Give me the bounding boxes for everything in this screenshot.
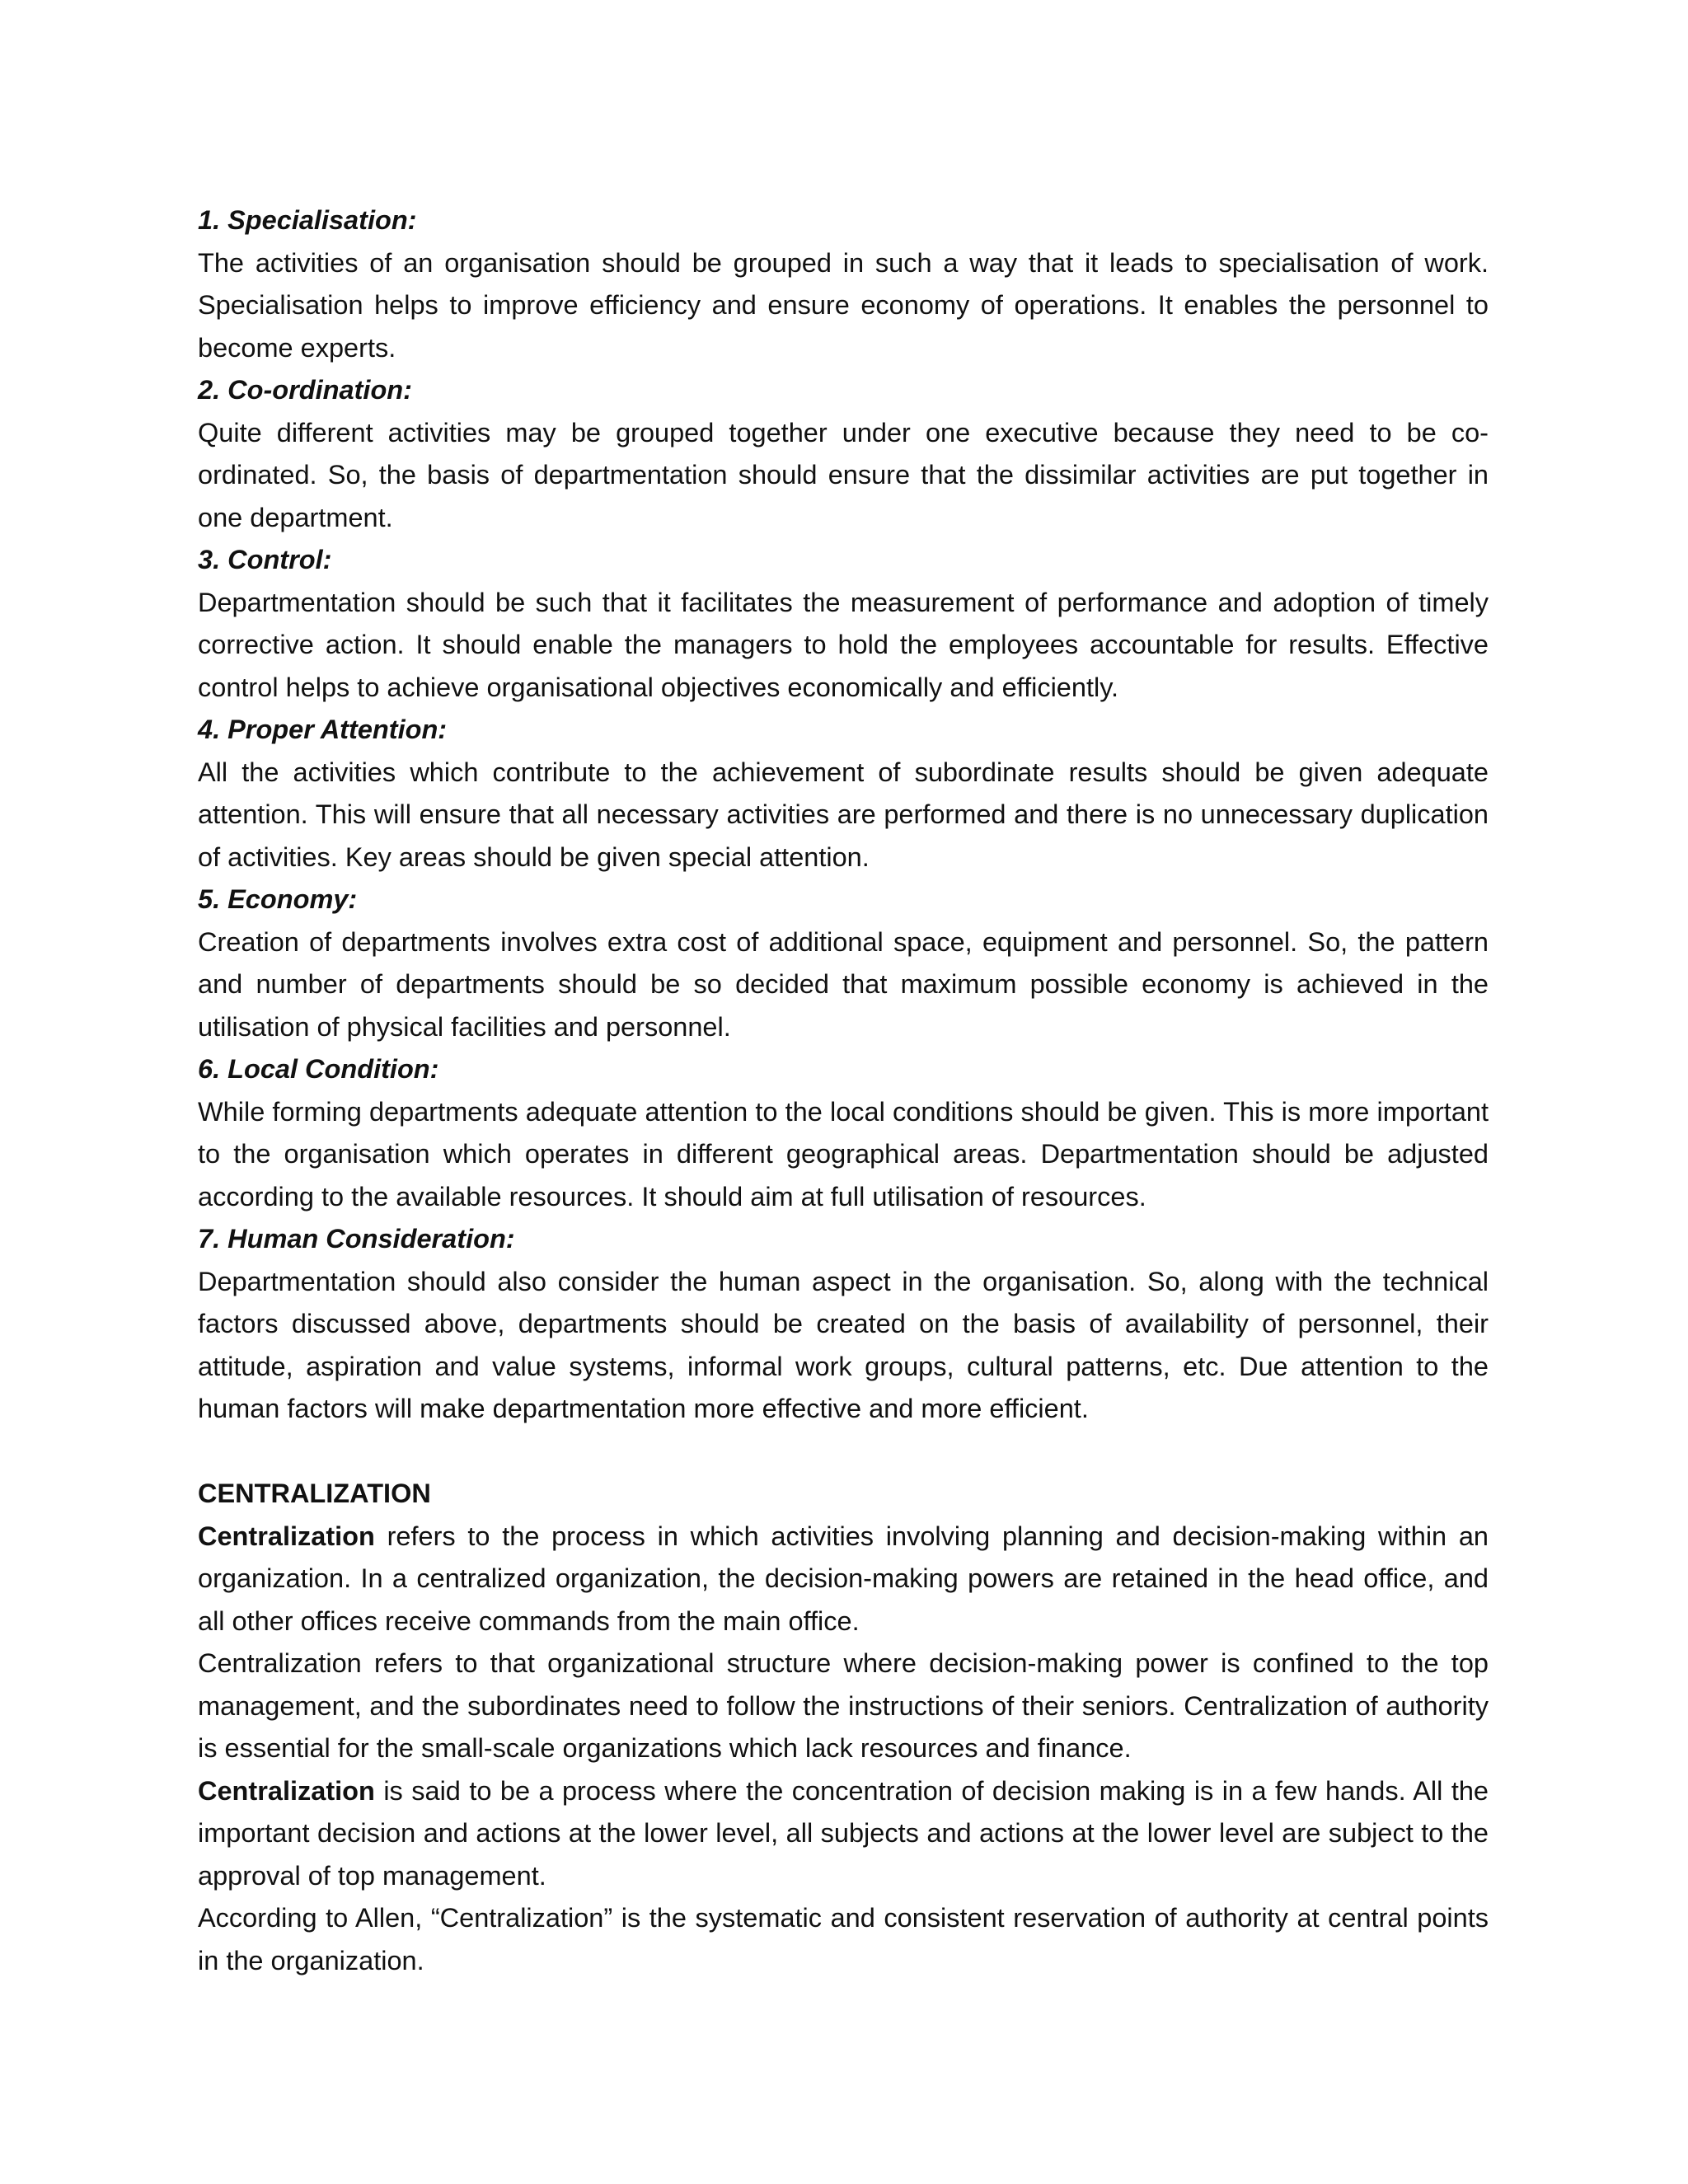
principle-heading: 7. Human Consideration: <box>198 1224 515 1254</box>
centralization-paragraph-3 <box>198 1770 1489 1898</box>
principle-text: While forming departments adequate attention to the local conditions should be given. This is more important to the organisation which operates in different geographical areas. Departmentation should be adjusted according to the available resources. It should aim at full utilisation of resources. <box>198 1096 1489 1212</box>
principle-heading: 3. Control: <box>198 545 332 574</box>
principle-text: Departmentation should be such that it facilitates the measurement of performance and adoption of timely corrective action. It should enable the managers to hold the employees accountable for results. Effective control helps to achieve organisational objectives economically and efficiently. <box>198 587 1489 702</box>
centralization-paragraph-4: According to Allen, “Centralization” is the systematic and consistent reservation of authority at central points in the organization. <box>198 1903 1489 1975</box>
principle-heading: 2. Co-ordination: <box>198 375 412 405</box>
centralization-section <box>198 1473 1489 1982</box>
principle-proper-attention <box>198 709 1489 879</box>
principle-text: All the activities which contribute to the achievement of subordinate results should be given adequate attention. This will ensure that all necessary activities are performed and there is no unnecessary duplication of activities. Key areas should be given special attention. <box>198 757 1489 872</box>
principle-text: The activities of an organisation should be grouped in such a way that it leads to specialisation of work. Specialisation helps to improve efficiency and ensure economy of operations. It enables the personnel to become experts. <box>198 247 1489 363</box>
principle-specialisation <box>198 199 1489 369</box>
principle-text: Quite different activities may be grouped together under one executive because they need to be co-ordinated. So, the basis of departmentation should ensure that the dissimilar activities are put together in one department. <box>198 417 1489 532</box>
centralization-paragraph-1 <box>198 1516 1489 1643</box>
principle-human-consideration <box>198 1218 1489 1431</box>
principle-local-condition <box>198 1048 1489 1218</box>
principle-control <box>198 539 1489 709</box>
principle-heading: 1. Specialisation: <box>198 205 417 235</box>
principle-economy <box>198 879 1489 1048</box>
lead-term: Centralization <box>198 1521 375 1551</box>
lead-term: Centralization <box>198 1775 375 1806</box>
principle-heading: 4. Proper Attention: <box>198 715 448 744</box>
principle-coordination <box>198 369 1489 539</box>
section-title: CENTRALIZATION <box>198 1479 431 1508</box>
principle-heading: 6. Local Condition: <box>198 1054 439 1084</box>
principle-text: Departmentation should also consider the human aspect in the organisation. So, along with the technical factors discussed above, departments should be created on the basis of availability of personnel, their attitude, aspiration and value systems, informal work groups, cultural patterns, etc. Due attention to the human factors will make departmentation more effective and more efficient. <box>198 1266 1489 1423</box>
paragraph-text: refers to the process in which activities involving planning and decision-making within an organization. In a centralized organization, the decision-making powers are retained in the head office, and all other offices receive commands from the main office. <box>198 1521 1489 1636</box>
document-page <box>198 199 1489 1982</box>
principle-text: Creation of departments involves extra cost of additional space, equipment and personnel. So, the pattern and number of departments should be so decided that maximum possible economy is achieved in the utilisation of physical facilities and personnel. <box>198 926 1489 1042</box>
principle-heading: 5. Economy: <box>198 884 358 914</box>
paragraph-text: is said to be a process where the concentration of decision making is in a few hands. All the important decision and actions at the lower level, all subjects and actions at the lower level are subject to the approval of top management. <box>198 1775 1489 1891</box>
centralization-paragraph-2: Centralization refers to that organizational structure where decision-making power is confined to the top management, and the subordinates need to follow the instructions of their seniors. Centralization of authority is essential for the small-scale organizations which lack resources and finance. <box>198 1648 1489 1763</box>
